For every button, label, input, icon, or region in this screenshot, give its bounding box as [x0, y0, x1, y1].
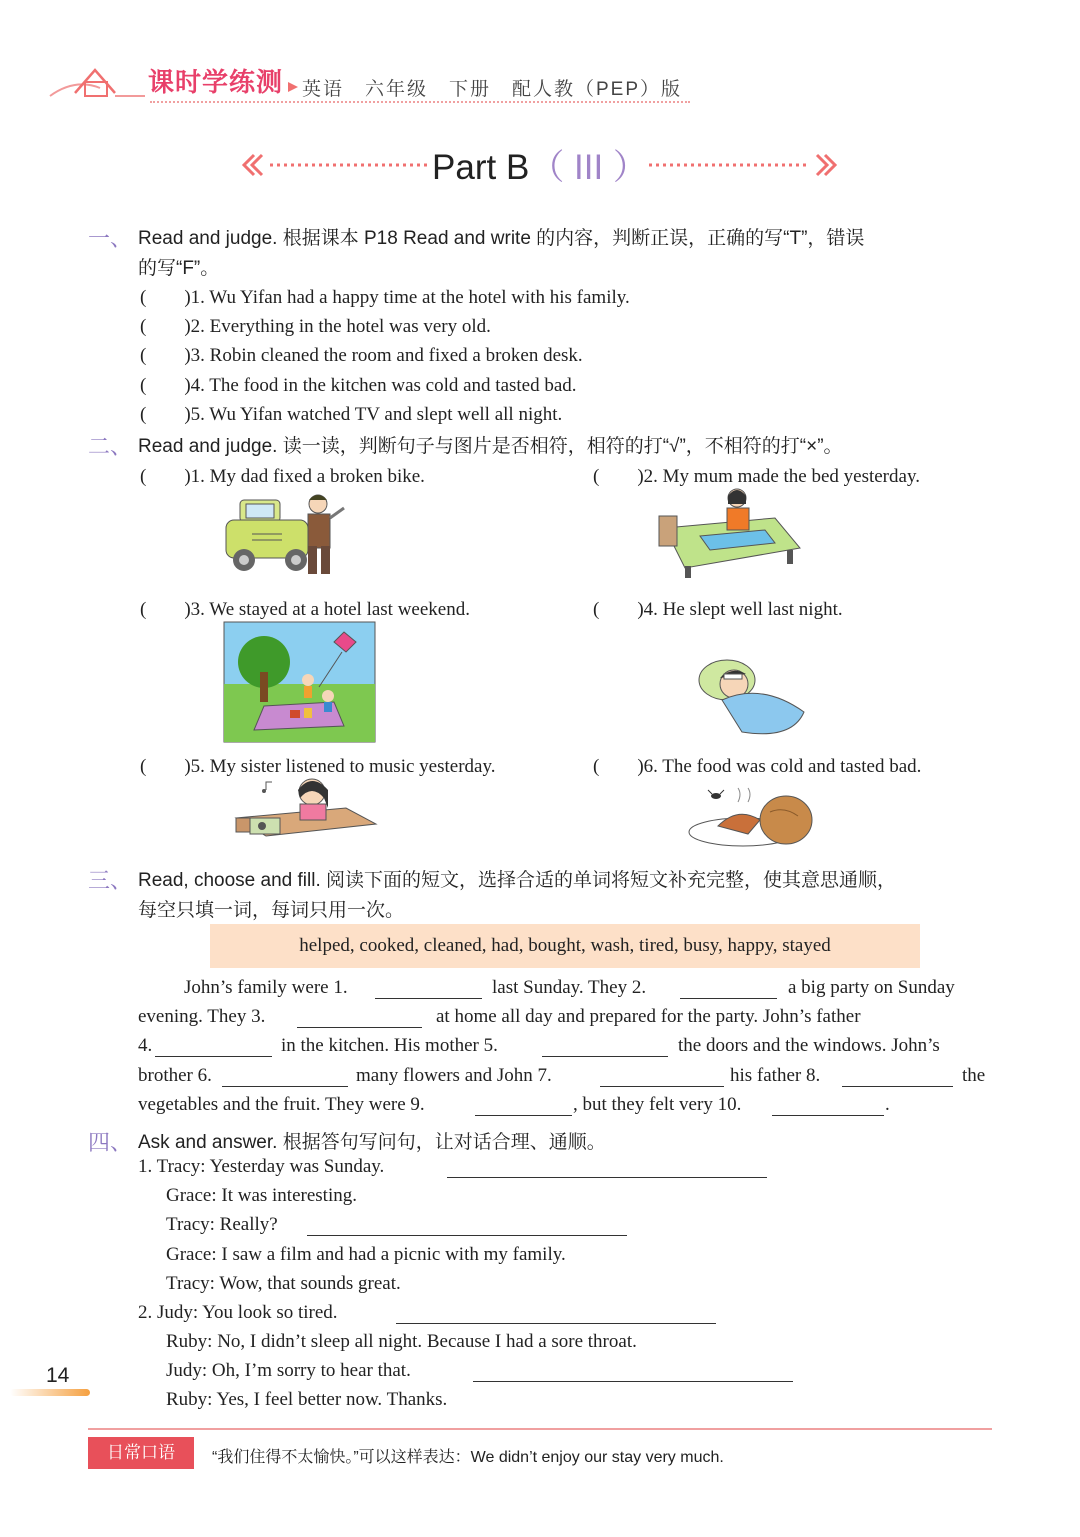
page-number-bar	[10, 1389, 90, 1396]
section4-number: 四、	[88, 1130, 133, 1155]
section1-question: ( )4. The food in the kitchen was cold and tasted bad.	[140, 375, 577, 396]
section1-question: ( )1. Wu Yifan had a happy time at the hotel with his family.	[140, 287, 630, 308]
blank-6[interactable]	[222, 1068, 348, 1087]
section1-question: ( )3. Robin cleaned the room and fixed a broken desk.	[140, 345, 583, 366]
passage-text: brother 6.	[138, 1065, 212, 1086]
section2-question: ( )4. He slept well last night.	[593, 599, 843, 620]
dialogue-line: 2. Judy: You look so tired.	[138, 1302, 338, 1323]
dialogue-line: Tracy: Really?	[166, 1214, 278, 1235]
header-subtitle: 英语 六年级 下册 配人教（PEP）版	[302, 79, 683, 100]
header-divider	[150, 101, 690, 103]
section2-number: 二、	[88, 434, 133, 459]
passage-text: the	[962, 1065, 986, 1086]
picnic-illustration	[224, 622, 375, 742]
section1-instruction-2: 的写“F”。	[138, 258, 220, 279]
section3-number: 三、	[88, 868, 133, 893]
passage-text: evening. They 3.	[138, 1006, 266, 1027]
blank-2[interactable]	[680, 980, 777, 999]
blank-4[interactable]	[155, 1038, 272, 1057]
answer-line-2[interactable]	[307, 1217, 627, 1236]
arrow-icon	[286, 80, 300, 94]
passage-text: a big party on Sunday	[788, 977, 955, 998]
passage-text: at home all day and prepared for the party. John’s father	[436, 1006, 861, 1027]
footer-text: “我们住得不太愉快。”可以这样表达：We didn’t enjoy our stay very much.	[212, 1449, 724, 1466]
part-title-roman: （ III ）	[529, 148, 648, 187]
passage-text: last Sunday. They 2.	[492, 977, 647, 998]
dialogue-line: Grace: It was interesting.	[166, 1185, 357, 1206]
section2-question: ( )5. My sister listened to music yesterday.	[140, 756, 496, 777]
footer-tag: 日常口语	[88, 1437, 194, 1469]
blank-9[interactable]	[475, 1097, 572, 1116]
car-mechanic-illustration	[222, 490, 352, 585]
section2-question: ( )3. We stayed at a hotel last weekend.	[140, 599, 470, 620]
dialogue-line: Ruby: Yes, I feel better now. Thanks.	[166, 1389, 448, 1410]
section2-question: ( )1. My dad fixed a broken bike.	[140, 466, 425, 487]
section1-number: 一、	[88, 226, 133, 251]
section3-instruction: Read, choose and fill. 阅读下面的短文，选择合适的单词将短文补充完整，使其意思通顺，	[138, 870, 897, 891]
blank-8[interactable]	[842, 1068, 953, 1087]
section2-instruction: Read and judge. 读一读，判断句子与图片是否相符，相符的打“√”，不相符的打“×”。	[138, 436, 843, 457]
passage-text: vegetables and the fruit. They were 9.	[138, 1094, 425, 1115]
sick-sleeping-boy-illustration	[692, 652, 812, 742]
blank-7[interactable]	[600, 1068, 724, 1087]
dialogue-line: Ruby: No, I didn’t sleep all night. Because I had a sore throat.	[166, 1331, 637, 1352]
blank-1[interactable]	[375, 980, 482, 999]
answer-line-3[interactable]	[396, 1305, 716, 1324]
section4-instruction: Ask and answer. 根据答句写问句，让对话合理、通顺。	[138, 1132, 606, 1153]
passage-text: , but they felt very 10.	[573, 1094, 742, 1115]
girl-listening-music-illustration	[236, 778, 376, 850]
section2-question: ( )6. The food was cold and tasted bad.	[593, 756, 922, 777]
section3-instruction-2: 每空只填一词，每词只用一次。	[138, 900, 405, 921]
blank-5[interactable]	[542, 1038, 668, 1057]
making-bed-illustration	[655, 488, 805, 583]
section1-question: ( )2. Everything in the hotel was very old.	[140, 316, 491, 337]
word-bank	[210, 924, 920, 968]
passage-text: many flowers and John 7.	[356, 1065, 552, 1086]
dialogue-line: 1. Tracy: Yesterday was Sunday.	[138, 1156, 385, 1177]
blank-3[interactable]	[297, 1009, 422, 1028]
word-bank-text: helped, cooked, cleaned, had, bought, wash, tired, busy, happy, stayed	[299, 935, 831, 956]
section1-question: ( )5. Wu Yifan watched TV and slept well all night.	[140, 404, 563, 425]
answer-line-4[interactable]	[473, 1363, 793, 1382]
page-number: 14	[46, 1364, 70, 1387]
section1-instruction: Read and judge. 根据课本 P18 Read and write 的内容，判断正误，正确的写“T”，错误	[138, 228, 865, 249]
right-chevron-icon	[645, 153, 840, 177]
section2-question: ( )2. My mum made the bed yesterday.	[593, 466, 920, 487]
house-logo-icon	[45, 58, 145, 103]
answer-line-1[interactable]	[447, 1159, 767, 1178]
passage-text: the doors and the windows. John’s	[678, 1035, 940, 1056]
footer-divider	[88, 1428, 992, 1430]
food-with-fly-illustration	[688, 786, 818, 852]
blank-10[interactable]	[772, 1097, 884, 1116]
part-title-main: Part B	[432, 148, 530, 187]
dialogue-line: Judy: Oh, I’m sorry to hear that.	[166, 1360, 411, 1381]
passage-text: John’s family were 1.	[184, 977, 348, 998]
part-title	[0, 140, 1080, 190]
brand-title: 课时学练测	[148, 67, 284, 97]
dialogue-line: Grace: I saw a film and had a picnic with my family.	[166, 1244, 566, 1265]
dialogue-line: Tracy: Wow, that sounds great.	[166, 1273, 401, 1294]
passage-text: 4.	[138, 1035, 153, 1056]
passage-text: his father 8.	[730, 1065, 821, 1086]
passage-text: in the kitchen. His mother 5.	[281, 1035, 498, 1056]
passage-text: .	[885, 1094, 890, 1115]
